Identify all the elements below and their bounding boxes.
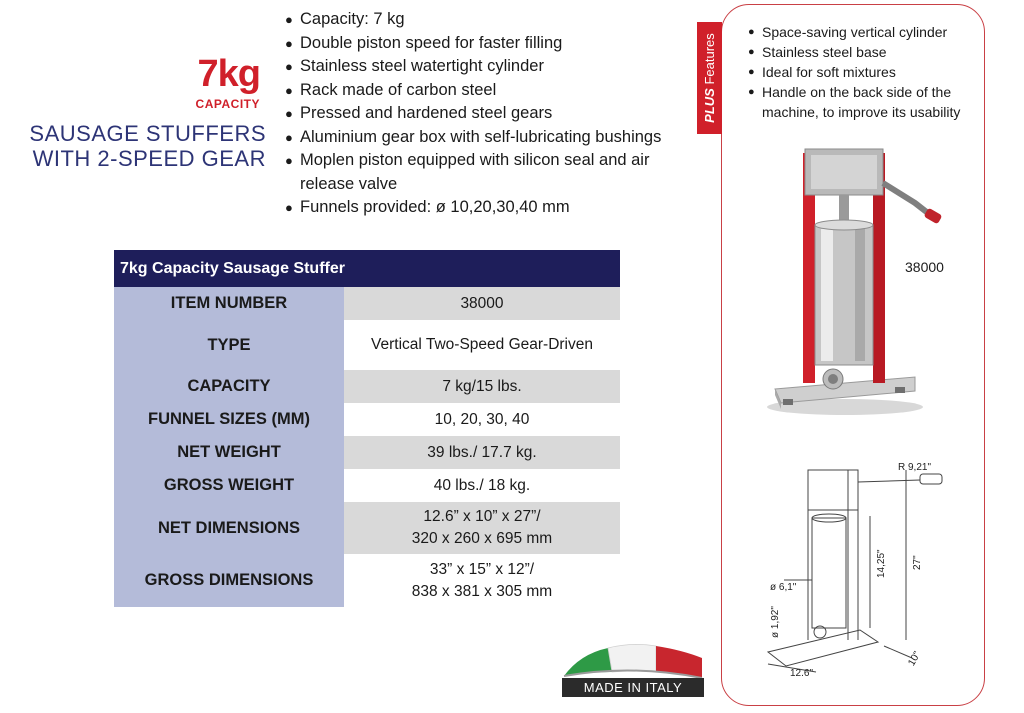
row-value <box>344 554 620 607</box>
spec-table-title: 7kg Capacity Sausage Stuffer <box>114 250 620 287</box>
table-row <box>114 320 620 370</box>
table-row <box>114 436 620 469</box>
features-list <box>285 8 695 220</box>
capacity-subheadline: CAPACITY <box>195 97 260 111</box>
plus-feature-item: ● Space-saving vertical cylinder <box>748 22 980 42</box>
title-line-2: WITH 2-SPEED GEAR <box>32 146 266 171</box>
sausage-stuffer-photo <box>765 145 945 420</box>
dim-width: 12.6" <box>790 668 814 679</box>
plus-feature-item: ● Stainless steel base <box>748 42 980 62</box>
dim-height-total: 27" <box>912 555 923 570</box>
row-value: 40 lbs./ 18 kg. <box>433 476 531 494</box>
plus-feature-item: ● Handle on the back side of the machine, to improve its usability <box>748 82 980 122</box>
dim-radius: R 9,21" <box>898 462 932 473</box>
row-value-line-2: 838 x 381 x 305 mm <box>411 582 553 600</box>
table-row <box>114 502 620 554</box>
row-value-line-2: 320 x 260 x 695 mm <box>411 530 553 547</box>
title-line-1: SAUSAGE STUFFERS <box>29 121 266 146</box>
table-row <box>114 287 620 320</box>
row-label: NET WEIGHT <box>114 436 344 469</box>
dim-depth: 10" <box>906 649 924 668</box>
features-word: Features <box>702 33 717 85</box>
row-label: NET DIMENSIONS <box>114 502 344 554</box>
made-in-italy-label: MADE IN ITALY <box>562 678 704 697</box>
feature-item: ● Moplen piston equipped with silicon seal and air release valve <box>285 149 695 196</box>
row-value-line-1: 12.6” x 10” x 27”/ <box>423 508 541 525</box>
row-label: GROSS WEIGHT <box>114 469 344 502</box>
table-row <box>114 403 620 436</box>
feature-item: ● Pressed and hardened steel gears <box>285 102 695 126</box>
row-value: Vertical Two-Speed Gear-Driven <box>371 336 593 353</box>
technical-drawing <box>760 460 960 680</box>
feature-item: ● Capacity: 7 kg <box>285 8 695 32</box>
model-number: 38000 <box>905 259 944 275</box>
plus-word: PLUS <box>702 88 717 123</box>
feature-item: ● Double piston speed for faster filling <box>285 32 695 56</box>
row-value-line-1: 33” x 15” x 12”/ <box>429 560 535 578</box>
row-label: CAPACITY <box>114 370 344 403</box>
feature-item: ● Aluminium gear box with self-lubricating bushings <box>285 126 695 150</box>
row-value <box>344 502 620 554</box>
plus-feature-item: ● Ideal for soft mixtures <box>748 62 980 82</box>
table-row <box>114 469 620 502</box>
row-value: 39 lbs./ 17.7 kg. <box>344 436 620 469</box>
feature-item: ● Funnels provided: ø 10,20,30,40 mm <box>285 196 695 220</box>
row-label: FUNNEL SIZES (MM) <box>114 403 344 436</box>
capacity-headline: 7kg <box>197 53 260 95</box>
spec-table <box>114 250 620 607</box>
row-label: TYPE <box>114 320 344 370</box>
feature-item: ● Rack made of carbon steel <box>285 79 695 103</box>
row-value: 10, 20, 30, 40 <box>434 410 530 428</box>
page-title <box>4 121 266 171</box>
plus-features-tab-label <box>698 0 722 156</box>
dim-height-cylinder: 14,25" <box>876 549 887 578</box>
table-row <box>114 554 620 607</box>
dim-cylinder-diameter: ø 6,1" <box>770 582 797 593</box>
row-label: GROSS DIMENSIONS <box>114 554 344 607</box>
plus-features-list <box>748 22 980 122</box>
feature-item: ● Stainless steel watertight cylinder <box>285 55 695 79</box>
row-value: 7 kg/15 lbs. <box>344 370 620 403</box>
dim-outlet-diameter: ø 1,92" <box>770 606 781 638</box>
table-row <box>114 370 620 403</box>
row-label: ITEM NUMBER <box>114 287 344 320</box>
row-value: 38000 <box>344 287 620 320</box>
